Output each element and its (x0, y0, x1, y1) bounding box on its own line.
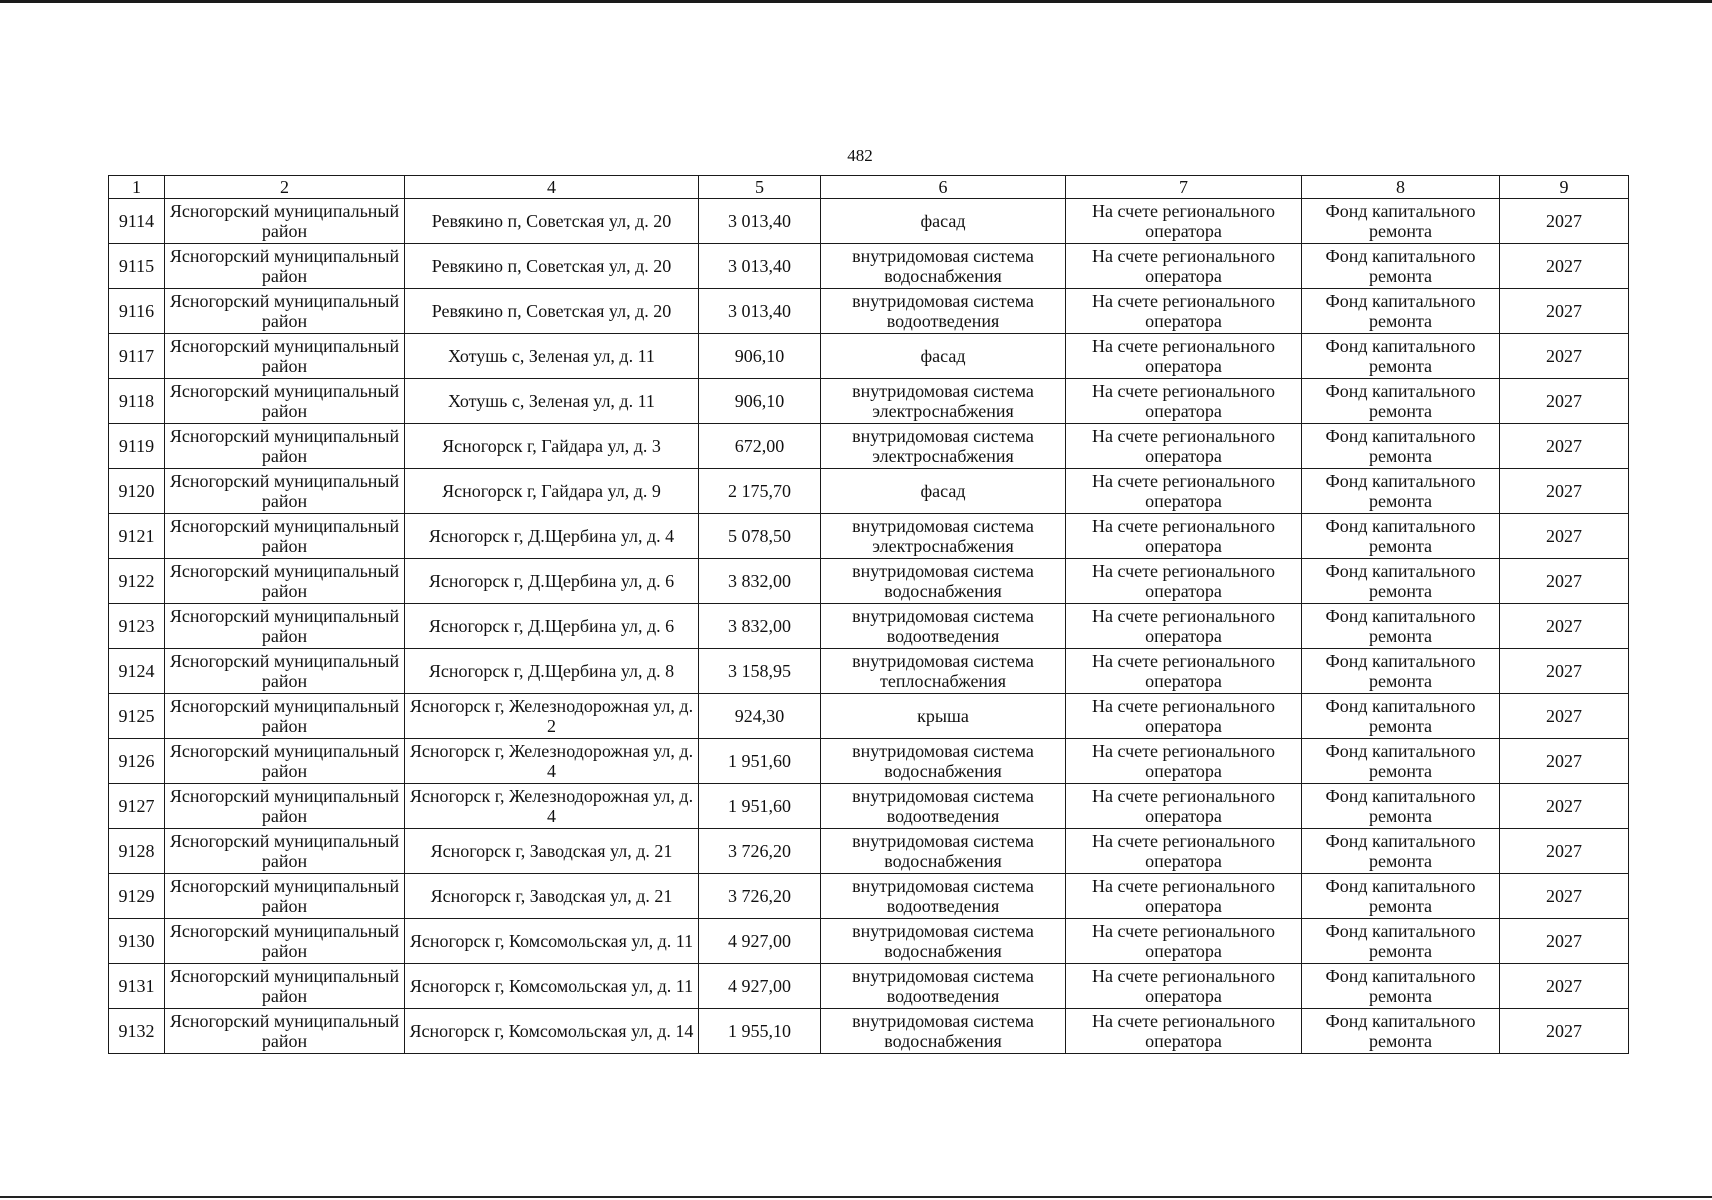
address-cell: Ясногорск г, Д.Щербина ул, д. 6 (405, 559, 699, 604)
row-number: 9121 (109, 514, 165, 559)
column-header: 6 (821, 176, 1066, 199)
row-number: 9122 (109, 559, 165, 604)
account-cell: На счете регионального оператора (1066, 784, 1302, 829)
column-header: 5 (699, 176, 821, 199)
table-row (109, 604, 1629, 649)
column-number-row (109, 176, 1629, 199)
work-type-cell: внутридомовая система электроснабжения (821, 424, 1066, 469)
row-number: 9119 (109, 424, 165, 469)
work-type-cell: внутридомовая система водоотведения (821, 289, 1066, 334)
fund-cell: Фонд капитального ремонта (1302, 334, 1500, 379)
area-cell: 1 951,60 (699, 739, 821, 784)
area-cell: 3 726,20 (699, 829, 821, 874)
account-cell: На счете регионального оператора (1066, 649, 1302, 694)
address-cell: Ревякино п, Советская ул, д. 20 (405, 289, 699, 334)
address-cell: Ясногорск г, Гайдара ул, д. 9 (405, 469, 699, 514)
year-cell: 2027 (1500, 424, 1629, 469)
work-type-cell: крыша (821, 694, 1066, 739)
municipality-cell: Ясногорский муниципальный район (165, 829, 405, 874)
account-cell: На счете регионального оператора (1066, 1009, 1302, 1054)
row-number: 9114 (109, 199, 165, 244)
municipality-cell: Ясногорский муниципальный район (165, 424, 405, 469)
area-cell: 3 013,40 (699, 199, 821, 244)
account-cell: На счете регионального оператора (1066, 379, 1302, 424)
address-cell: Ревякино п, Советская ул, д. 20 (405, 244, 699, 289)
municipality-cell: Ясногорский муниципальный район (165, 334, 405, 379)
column-header: 4 (405, 176, 699, 199)
municipality-cell: Ясногорский муниципальный район (165, 289, 405, 334)
year-cell: 2027 (1500, 604, 1629, 649)
address-cell: Ясногорск г, Железнодорожная ул, д. 4 (405, 784, 699, 829)
account-cell: На счете регионального оператора (1066, 334, 1302, 379)
account-cell: На счете регионального оператора (1066, 964, 1302, 1009)
work-type-cell: фасад (821, 334, 1066, 379)
row-number: 9130 (109, 919, 165, 964)
row-number: 9132 (109, 1009, 165, 1054)
column-header: 7 (1066, 176, 1302, 199)
year-cell: 2027 (1500, 919, 1629, 964)
row-number: 9124 (109, 649, 165, 694)
fund-cell: Фонд капитального ремонта (1302, 559, 1500, 604)
fund-cell: Фонд капитального ремонта (1302, 739, 1500, 784)
municipality-cell: Ясногорский муниципальный район (165, 964, 405, 1009)
address-cell: Ясногорск г, Комсомольская ул, д. 14 (405, 1009, 699, 1054)
area-cell: 924,30 (699, 694, 821, 739)
work-type-cell: внутридомовая система водоотведения (821, 964, 1066, 1009)
fund-cell: Фонд капитального ремонта (1302, 1009, 1500, 1054)
table-row (109, 289, 1629, 334)
row-number: 9129 (109, 874, 165, 919)
account-cell: На счете регионального оператора (1066, 919, 1302, 964)
work-type-cell: внутридомовая система водоснабжения (821, 739, 1066, 784)
fund-cell: Фонд капитального ремонта (1302, 694, 1500, 739)
area-cell: 906,10 (699, 379, 821, 424)
scan-bottom-edge (0, 1196, 1712, 1198)
account-cell: На счете регионального оператора (1066, 829, 1302, 874)
repair-program-table (108, 175, 1629, 1054)
row-number: 9125 (109, 694, 165, 739)
area-cell: 3 013,40 (699, 244, 821, 289)
address-cell: Ясногорск г, Д.Щербина ул, д. 4 (405, 514, 699, 559)
year-cell: 2027 (1500, 874, 1629, 919)
account-cell: На счете регионального оператора (1066, 874, 1302, 919)
row-number: 9131 (109, 964, 165, 1009)
area-cell: 672,00 (699, 424, 821, 469)
municipality-cell: Ясногорский муниципальный район (165, 559, 405, 604)
work-type-cell: внутридомовая система водоотведения (821, 784, 1066, 829)
account-cell: На счете регионального оператора (1066, 199, 1302, 244)
year-cell: 2027 (1500, 469, 1629, 514)
column-header: 9 (1500, 176, 1629, 199)
row-number: 9116 (109, 289, 165, 334)
municipality-cell: Ясногорский муниципальный район (165, 199, 405, 244)
work-type-cell: внутридомовая система водоотведения (821, 604, 1066, 649)
area-cell: 1 955,10 (699, 1009, 821, 1054)
account-cell: На счете регионального оператора (1066, 469, 1302, 514)
area-cell: 2 175,70 (699, 469, 821, 514)
fund-cell: Фонд капитального ремонта (1302, 919, 1500, 964)
municipality-cell: Ясногорский муниципальный район (165, 379, 405, 424)
table-row (109, 874, 1629, 919)
table-row (109, 964, 1629, 1009)
column-header: 2 (165, 176, 405, 199)
area-cell: 906,10 (699, 334, 821, 379)
area-cell: 3 832,00 (699, 604, 821, 649)
account-cell: На счете регионального оператора (1066, 514, 1302, 559)
year-cell: 2027 (1500, 1009, 1629, 1054)
scan-top-edge (0, 0, 1712, 3)
work-type-cell: внутридомовая система электроснабжения (821, 514, 1066, 559)
row-number: 9118 (109, 379, 165, 424)
table-row (109, 334, 1629, 379)
column-header: 1 (109, 176, 165, 199)
table-row (109, 469, 1629, 514)
work-type-cell: внутридомовая система теплоснабжения (821, 649, 1066, 694)
account-cell: На счете регионального оператора (1066, 244, 1302, 289)
table-row (109, 784, 1629, 829)
municipality-cell: Ясногорский муниципальный район (165, 739, 405, 784)
municipality-cell: Ясногорский муниципальный район (165, 604, 405, 649)
work-type-cell: внутридомовая система электроснабжения (821, 379, 1066, 424)
table-row (109, 244, 1629, 289)
municipality-cell: Ясногорский муниципальный район (165, 649, 405, 694)
area-cell: 5 078,50 (699, 514, 821, 559)
address-cell: Ясногорск г, Комсомольская ул, д. 11 (405, 919, 699, 964)
account-cell: На счете регионального оператора (1066, 289, 1302, 334)
fund-cell: Фонд капитального ремонта (1302, 874, 1500, 919)
address-cell: Хотушь с, Зеленая ул, д. 11 (405, 334, 699, 379)
row-number: 9126 (109, 739, 165, 784)
table-row (109, 559, 1629, 604)
fund-cell: Фонд капитального ремонта (1302, 289, 1500, 334)
year-cell: 2027 (1500, 244, 1629, 289)
row-number: 9128 (109, 829, 165, 874)
work-type-cell: внутридомовая система водоснабжения (821, 244, 1066, 289)
table-row (109, 649, 1629, 694)
fund-cell: Фонд капитального ремонта (1302, 514, 1500, 559)
area-cell: 4 927,00 (699, 919, 821, 964)
table-row (109, 424, 1629, 469)
area-cell: 4 927,00 (699, 964, 821, 1009)
year-cell: 2027 (1500, 199, 1629, 244)
fund-cell: Фонд капитального ремонта (1302, 649, 1500, 694)
work-type-cell: внутридомовая система водоснабжения (821, 919, 1066, 964)
table-body (109, 199, 1629, 1054)
work-type-cell: внутридомовая система водоотведения (821, 874, 1066, 919)
area-cell: 3 726,20 (699, 874, 821, 919)
area-cell: 3 832,00 (699, 559, 821, 604)
fund-cell: Фонд капитального ремонта (1302, 424, 1500, 469)
work-type-cell: внутридомовая система водоснабжения (821, 1009, 1066, 1054)
address-cell: Ясногорск г, Железнодорожная ул, д. 2 (405, 694, 699, 739)
work-type-cell: внутридомовая система водоснабжения (821, 829, 1066, 874)
year-cell: 2027 (1500, 289, 1629, 334)
year-cell: 2027 (1500, 649, 1629, 694)
column-header: 8 (1302, 176, 1500, 199)
fund-cell: Фонд капитального ремонта (1302, 379, 1500, 424)
row-number: 9115 (109, 244, 165, 289)
fund-cell: Фонд капитального ремонта (1302, 199, 1500, 244)
table-row (109, 379, 1629, 424)
area-cell: 3 013,40 (699, 289, 821, 334)
municipality-cell: Ясногорский муниципальный район (165, 244, 405, 289)
table-row (109, 919, 1629, 964)
municipality-cell: Ясногорский муниципальный район (165, 1009, 405, 1054)
year-cell: 2027 (1500, 829, 1629, 874)
year-cell: 2027 (1500, 694, 1629, 739)
account-cell: На счете регионального оператора (1066, 694, 1302, 739)
municipality-cell: Ясногорский муниципальный район (165, 694, 405, 739)
table-row (109, 694, 1629, 739)
address-cell: Ясногорск г, Заводская ул, д. 21 (405, 874, 699, 919)
row-number: 9120 (109, 469, 165, 514)
work-type-cell: внутридомовая система водоснабжения (821, 559, 1066, 604)
municipality-cell: Ясногорский муниципальный район (165, 469, 405, 514)
work-type-cell: фасад (821, 469, 1066, 514)
area-cell: 1 951,60 (699, 784, 821, 829)
year-cell: 2027 (1500, 514, 1629, 559)
fund-cell: Фонд капитального ремонта (1302, 964, 1500, 1009)
address-cell: Ясногорск г, Д.Щербина ул, д. 8 (405, 649, 699, 694)
account-cell: На счете регионального оператора (1066, 559, 1302, 604)
address-cell: Ясногорск г, Заводская ул, д. 21 (405, 829, 699, 874)
page-number: 482 (847, 146, 873, 165)
work-type-cell: фасад (821, 199, 1066, 244)
table-row (109, 829, 1629, 874)
fund-cell: Фонд капитального ремонта (1302, 829, 1500, 874)
account-cell: На счете регионального оператора (1066, 604, 1302, 649)
table-row (109, 514, 1629, 559)
table-row (109, 1009, 1629, 1054)
area-cell: 3 158,95 (699, 649, 821, 694)
year-cell: 2027 (1500, 334, 1629, 379)
year-cell: 2027 (1500, 739, 1629, 784)
account-cell: На счете регионального оператора (1066, 424, 1302, 469)
account-cell: На счете регионального оператора (1066, 739, 1302, 784)
address-cell: Ясногорск г, Гайдара ул, д. 3 (405, 424, 699, 469)
year-cell: 2027 (1500, 784, 1629, 829)
municipality-cell: Ясногорский муниципальный район (165, 784, 405, 829)
row-number: 9117 (109, 334, 165, 379)
row-number: 9127 (109, 784, 165, 829)
table-row (109, 199, 1629, 244)
year-cell: 2027 (1500, 559, 1629, 604)
row-number: 9123 (109, 604, 165, 649)
year-cell: 2027 (1500, 379, 1629, 424)
address-cell: Ясногорск г, Железнодорожная ул, д. 4 (405, 739, 699, 784)
fund-cell: Фонд капитального ремонта (1302, 469, 1500, 514)
fund-cell: Фонд капитального ремонта (1302, 604, 1500, 649)
municipality-cell: Ясногорский муниципальный район (165, 874, 405, 919)
year-cell: 2027 (1500, 964, 1629, 1009)
table-row (109, 739, 1629, 784)
municipality-cell: Ясногорский муниципальный район (165, 919, 405, 964)
address-cell: Ревякино п, Советская ул, д. 20 (405, 199, 699, 244)
address-cell: Хотушь с, Зеленая ул, д. 11 (405, 379, 699, 424)
address-cell: Ясногорск г, Д.Щербина ул, д. 6 (405, 604, 699, 649)
fund-cell: Фонд капитального ремонта (1302, 784, 1500, 829)
address-cell: Ясногорск г, Комсомольская ул, д. 11 (405, 964, 699, 1009)
fund-cell: Фонд капитального ремонта (1302, 244, 1500, 289)
municipality-cell: Ясногорский муниципальный район (165, 514, 405, 559)
